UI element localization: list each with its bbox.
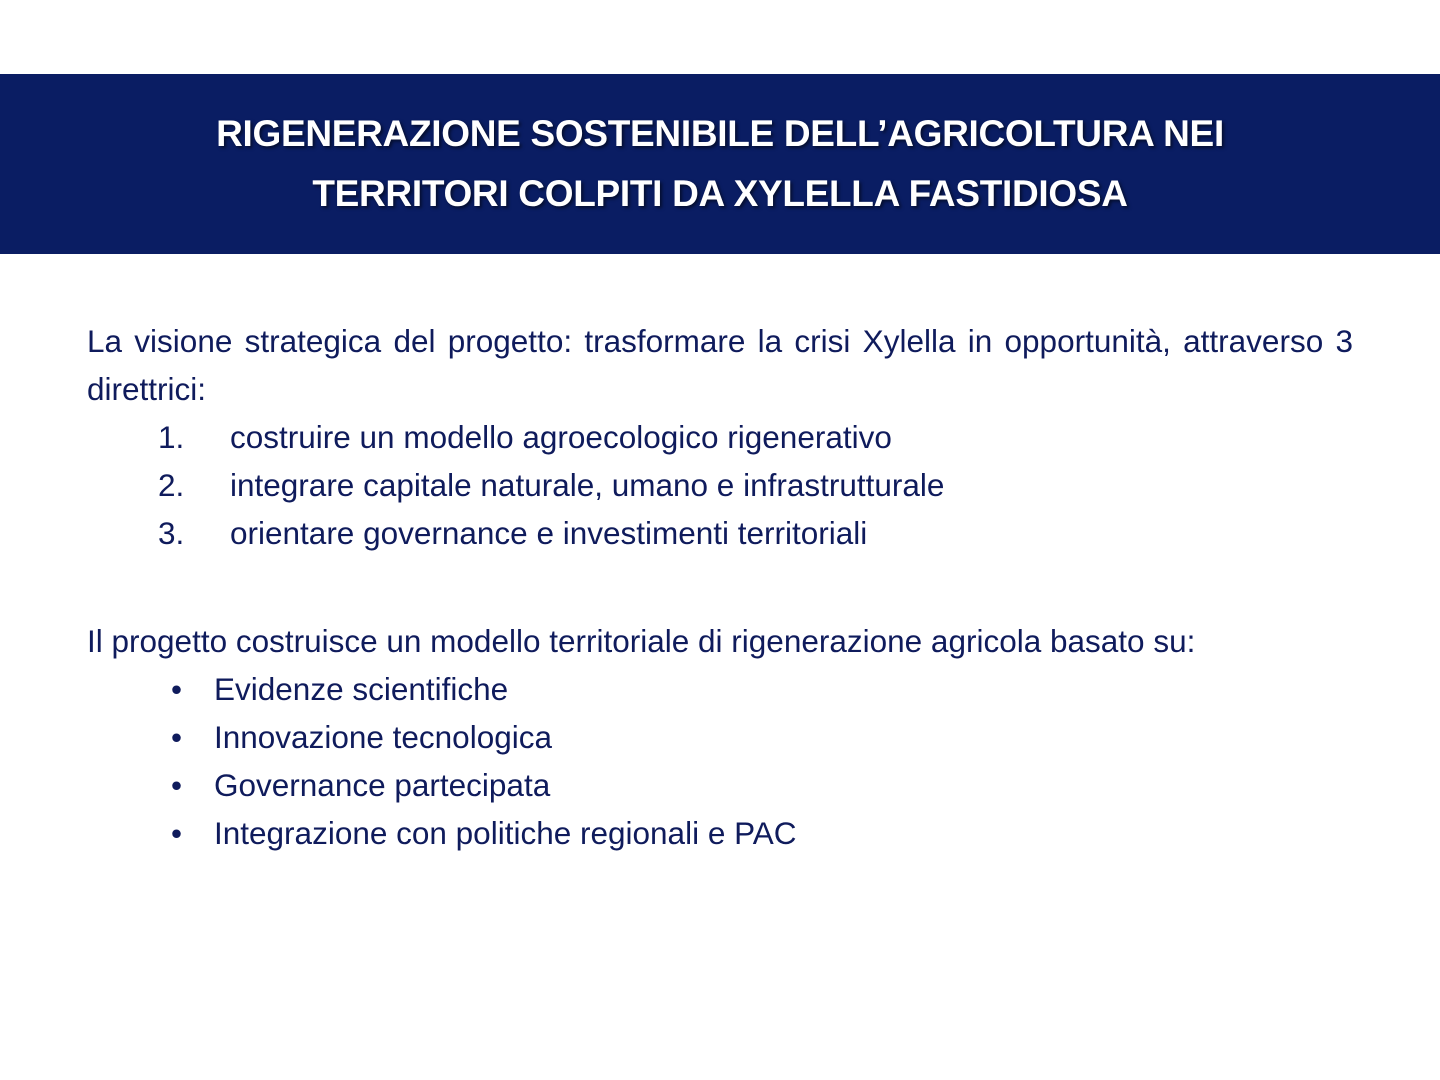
vision-list-item	[87, 461, 1353, 509]
list-item-text: orientare governance e investimenti territoriali	[230, 515, 868, 551]
model-intro: Il progetto costruisce un modello territoriale di rigenerazione agricola basato su:	[87, 623, 1196, 659]
list-item-text: Evidenze scientifiche	[214, 671, 509, 707]
bullet-icon: •	[171, 815, 183, 851]
bullet-list-item	[87, 761, 1353, 809]
model-bullet-list	[87, 665, 1353, 857]
list-number: 1.	[158, 419, 185, 455]
bullet-icon: •	[171, 767, 183, 803]
vision-intro: La visione strategica del progetto: trasformare la crisi Xylella in opportunità, attraverso 3 direttrici:	[87, 323, 1353, 407]
slide-title-line-1: RIGENERAZIONE SOSTENIBILE DELL’AGRICOLTURA NEI	[216, 113, 1224, 154]
vision-list-item	[87, 509, 1353, 557]
list-number: 3.	[158, 515, 185, 551]
list-item-text: Governance partecipata	[214, 767, 551, 803]
bullet-list-item	[87, 665, 1353, 713]
slide-title-line-2: TERRITORI COLPITI DA XYLELLA FASTIDIOSA	[312, 173, 1128, 214]
slide-body	[87, 317, 1353, 857]
list-item-text: integrare capitale naturale, umano e infrastrutturale	[230, 467, 945, 503]
list-number: 2.	[158, 467, 185, 503]
list-item-text: costruire un modello agroecologico rigenerativo	[230, 419, 892, 455]
vision-list-item	[87, 413, 1353, 461]
bullet-list-item	[87, 809, 1353, 857]
bullet-list-item	[87, 713, 1353, 761]
section-spacer	[87, 557, 1353, 617]
title-banner	[0, 74, 1440, 254]
bullet-icon: •	[171, 719, 183, 755]
list-item-text: Integrazione con politiche regionali e PAC	[214, 815, 797, 851]
list-item-text: Innovazione tecnologica	[214, 719, 552, 755]
bullet-icon: •	[171, 671, 183, 707]
vision-list	[87, 413, 1353, 557]
